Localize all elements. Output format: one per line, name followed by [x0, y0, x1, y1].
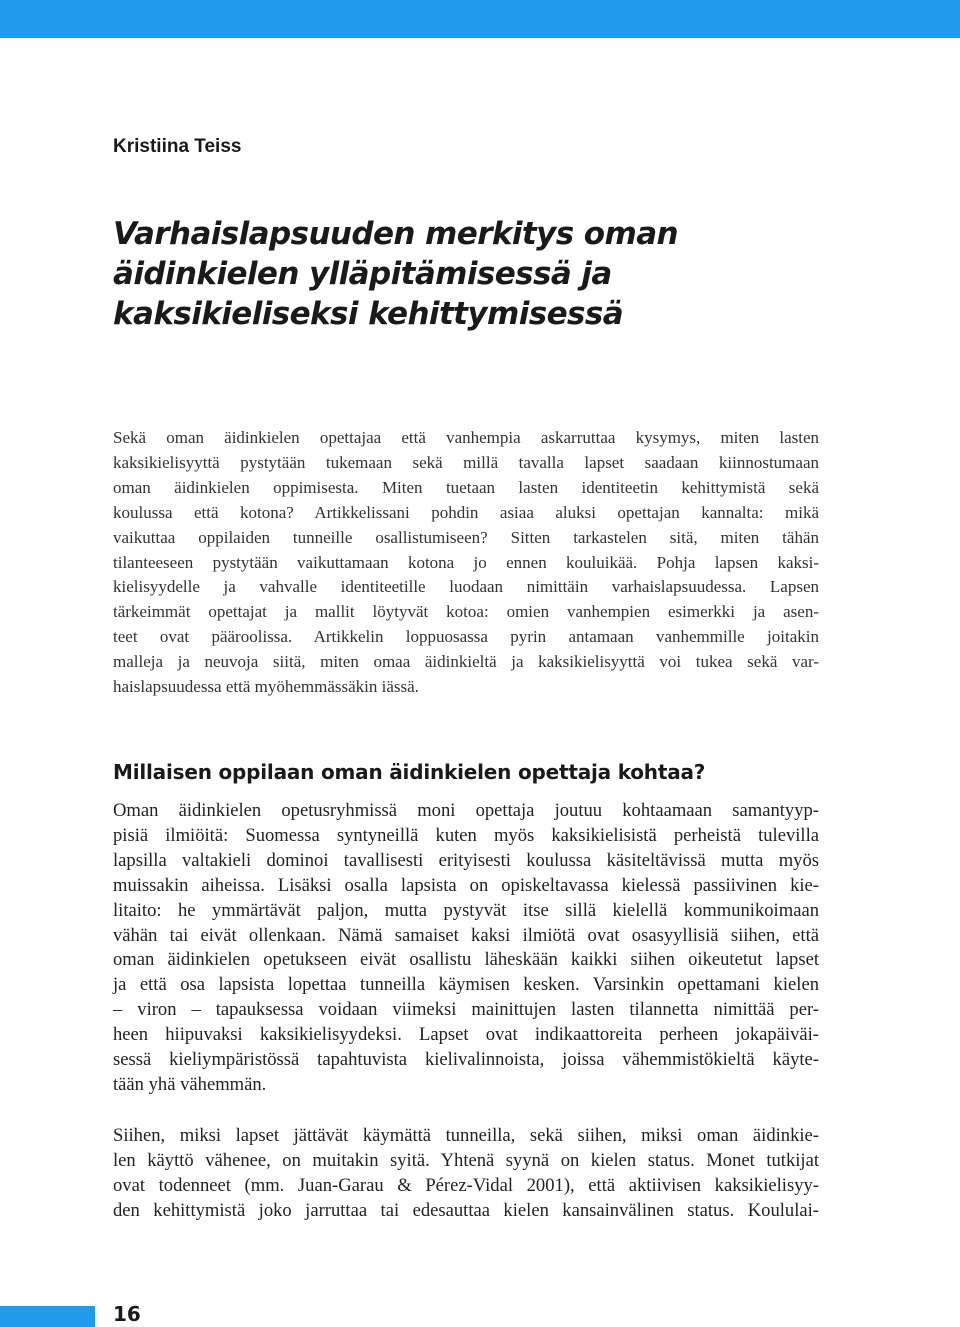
title-line: kaksikieliseksi kehittymisessä — [113, 296, 624, 332]
abstract — [113, 426, 819, 700]
paragraph-line: den kehittymistä joko jarruttaa tai edesauttaa kielen kansainvälinen status. Koululai- — [113, 1199, 819, 1221]
paragraph-line: lapsilla valtakieli dominoi tavallisesti erityisesti koulussa käsiteltävissä mutta myös — [113, 849, 819, 871]
article-title — [113, 214, 833, 334]
paragraph-line: litaito: he ymmärtävät paljon, mutta pystyvät itse sillä kielellä kommunikoimaan — [113, 899, 819, 921]
paragraph-line: pisiä ilmiöitä: Suomessa syntyneillä kuten myös kaksikielisistä perheistä tulevilla — [113, 824, 819, 846]
body-paragraph — [113, 799, 819, 1098]
abstract-line: kaksikielisyyttä pystytään tukemaan sekä millä tavalla lapset saadaan kiinnostumaan — [113, 452, 819, 472]
title-line: Varhaislapsuuden merkitys oman — [113, 216, 678, 252]
abstract-line: tärkeimmät opettajat ja mallit löytyvät kotoa: omien vanhempien esimerkki ja asen- — [113, 602, 819, 622]
abstract-line: oman äidinkielen oppimisesta. Miten tuetaan lasten identiteetin kehittymistä sekä — [113, 477, 819, 497]
abstract-line: malleja ja neuvoja siitä, miten omaa äidinkieltä ja kaksikielisyyttä voi tukea sekä var- — [113, 652, 819, 672]
paragraph-line: Siihen, miksi lapset jättävät käymättä tunneilla, sekä siihen, miksi oman äidinkie- — [113, 1125, 819, 1146]
abstract-line: teet ovat pääroolissa. Artikkelin loppuosassa pyrin antamaan vanhemmille joitakin — [113, 627, 819, 647]
paragraph-line: sessä kieliympäristössä tapahtuvista kielivalinnoista, joissa vähemmistökieltä käyte- — [113, 1049, 819, 1071]
paragraph-line: heen hiipuvaksi kaksikielisyydeksi. Lapset ovat indikaattoreita perheen jokapäiväi- — [113, 1024, 819, 1046]
title-line: äidinkielen ylläpitämisessä ja — [113, 256, 612, 292]
top-color-band — [0, 0, 960, 38]
paragraph-line: – viron – tapauksessa voidaan viimeksi mainittujen lasten tilannetta nimittää per- — [113, 999, 819, 1021]
paragraph-line: ja että osa lapsista lopettaa tunneilla käymisen kesken. Varsinkin opettamani kielen — [113, 974, 819, 996]
page-number: 16 — [113, 1302, 141, 1326]
paragraph-line: oman äidinkielen opetukseen eivät osallistu läheskään kaikki siihen oikeutetut lapset — [113, 949, 819, 971]
abstract-line: koulussa että kotona? Artikkelissani pohdin asiaa aluksi opettajan kannalta: mikä — [113, 502, 819, 522]
abstract-line: vaikuttaa oppilaiden tunneille osallistumiseen? Sitten tarkastelen sitä, miten tähän — [113, 527, 819, 547]
paragraph-line: vähän tai eivät ollenkaan. Nämä samaiset kaksi ilmiötä ovat osasyyllisiä siihen, että — [113, 924, 819, 946]
paragraph-line: muissakin aiheissa. Lisäksi osalla lapsista on opiskeltavassa kielessä passiivinen kie- — [113, 874, 819, 896]
paragraph-line: Oman äidinkielen opetusryhmissä moni opettaja joutuu kohtaamaan samantyyp- — [113, 800, 819, 821]
abstract-line: kielisyydelle ja vahvalle identiteetille luodaan nimittäin varhaislapsuudessa. Lapsen — [113, 577, 819, 597]
paragraph-line: len käyttö vähenee, on muitakin syitä. Yhtenä syynä on kielen status. Monet tutkijat — [113, 1149, 819, 1171]
abstract-line: haislapsuudessa että myöhemmässäkin iässä. — [113, 677, 419, 697]
paragraph-line: tään yhä vähemmän. — [113, 1073, 267, 1095]
body-paragraph — [113, 1124, 819, 1224]
paragraph-line: ovat todenneet (mm. Juan-Garau & Pérez-Vidal 2001), että aktiivisen kaksikielisyy- — [113, 1174, 819, 1196]
bottom-color-band — [0, 1306, 95, 1327]
author-name: Kristiina Teiss — [113, 136, 242, 157]
abstract-line: tilanteeseen pystytään vaikuttamaan kotona jo ennen kouluikää. Pohja lapsen kaksi- — [113, 552, 819, 572]
section-heading: Millaisen oppilaan oman äidinkielen opettaja kohtaa? — [113, 760, 706, 784]
abstract-line: Sekä oman äidinkielen opettajaa että vanhempia askarruttaa kysymys, miten lasten — [113, 428, 819, 447]
